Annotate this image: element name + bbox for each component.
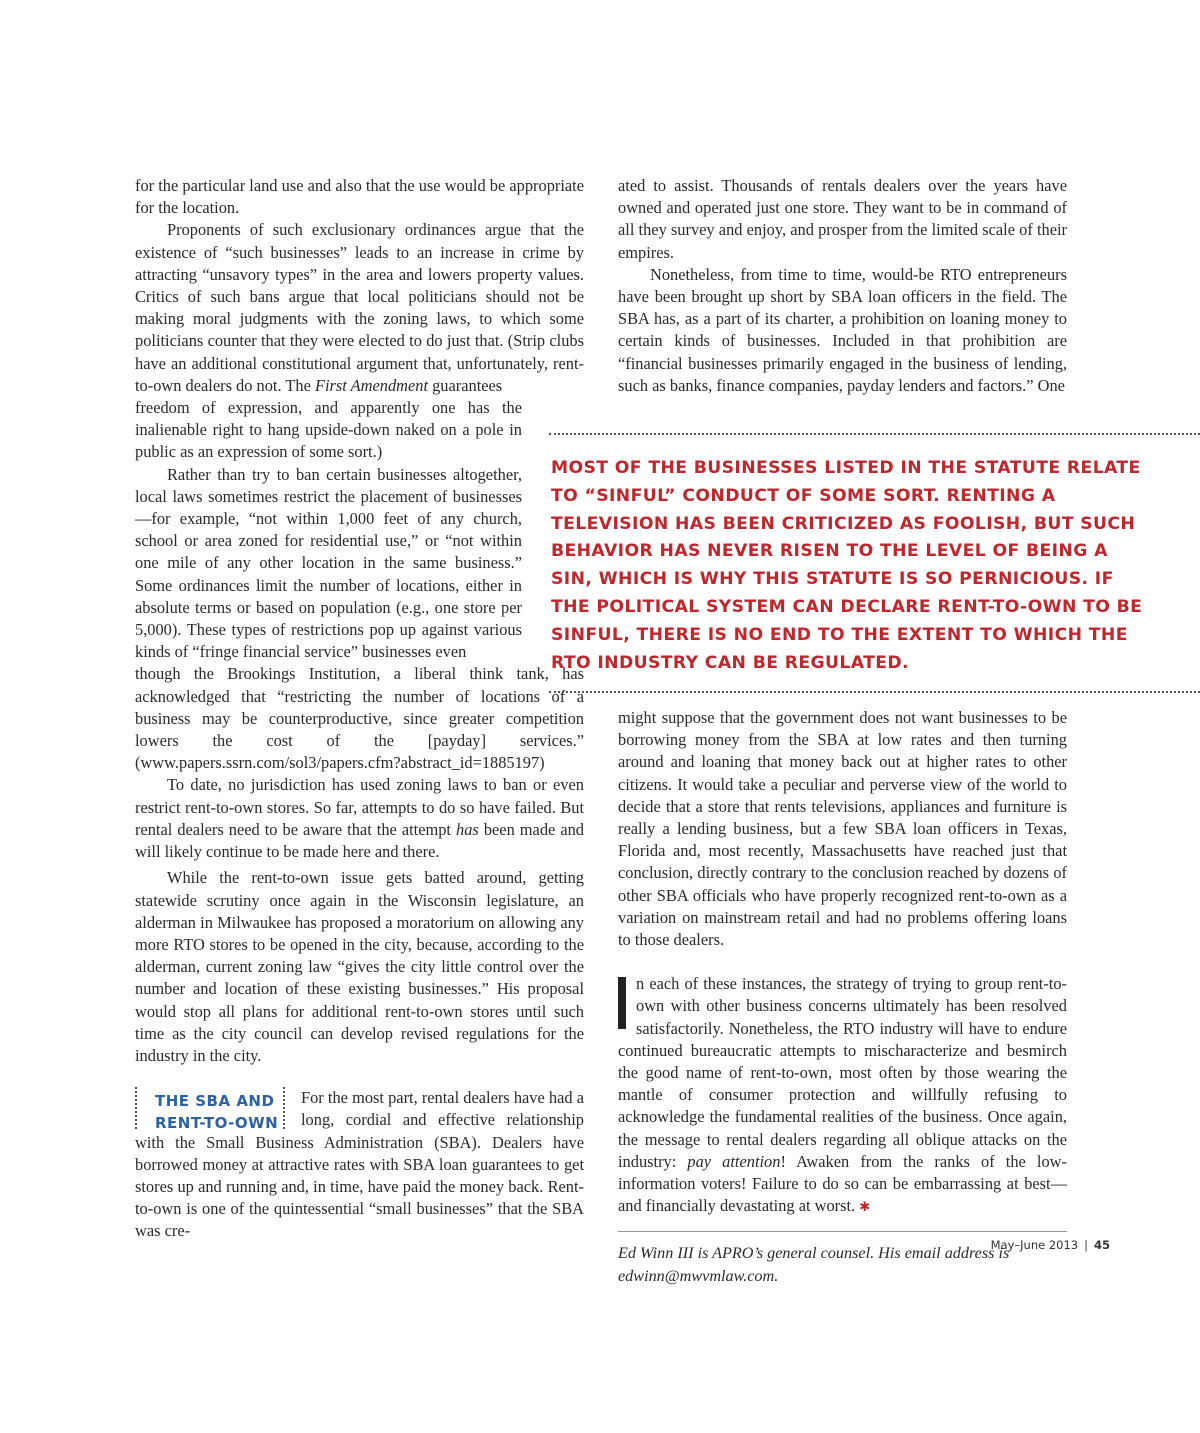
subhead-divider	[283, 1087, 285, 1129]
left-column	[135, 175, 584, 1243]
paragraph-text: Proponents of such exclusionary ordinances argue that the existence of “such businesses” leads to an increase in crime by attracting “unsavory types” in the area and lowers property values. Critics of such bans argue that local politicians should not be making moral judgments with the zoning laws, to which some politicians counter that they were elected to do just that. (Strip clubs have an additional constitutional argument that, unfortunately, rent-to-own dealers do not. The	[135, 220, 584, 395]
subhead-divider	[135, 1087, 137, 1129]
right-column-bottom	[618, 707, 1067, 1288]
paragraph-text: guarantees	[428, 375, 503, 395]
pull-quote-block	[549, 425, 1200, 697]
end-mark-icon: ✱	[859, 1200, 871, 1216]
paragraph	[135, 219, 584, 397]
issue-date: May–June 2013	[990, 1238, 1079, 1252]
subhead-line-1: THE SBA AND	[155, 1092, 275, 1111]
spacer	[618, 951, 1067, 973]
author-email: edwinn@mwvmlaw.com.	[618, 1267, 779, 1286]
page-footer	[991, 1238, 1110, 1252]
bio-divider	[618, 1231, 1067, 1232]
emphasis: pay attention	[687, 1151, 781, 1171]
paragraph-text: n each of these instances, the strategy of trying to group rent-to-own with other business concerns ultimately has been resolved satisfactorily. Nonetheless, the RTO industry will have to endure continued bureaucratic attempts to mischaracterize and besmirch the good name of rent-to-own, most often by those wearing the mantle of consumer protection and willfully refusing to acknowledge the fundamental realities of the business. Once again, the message to rental dealers regarding all oblique attacks on the industry:	[618, 974, 1067, 1171]
paragraph	[618, 973, 1067, 1219]
footer-separator: |	[1084, 1238, 1088, 1252]
dotted-rule-top	[549, 433, 1200, 435]
paragraph-narrow: Rather than try to ban certain businesses altogether, local laws sometimes restrict the placement of businesses—for example, “not within 1,000 feet of any church, school or area zoned for residential use,” or “not within one mile of any other location in the same business.” Some ordinances limit the number of locations, either in absolute terms or based on population (e.g., one store per 5,000). These types of restrictions pop up against various kinds of “fringe financial service” businesses even	[135, 464, 522, 662]
spacer	[135, 1067, 584, 1087]
right-column-top	[618, 175, 1067, 397]
paragraph: While the rent-to-own issue gets batted around, getting statewide scrutiny once again in the Wisconsin legislature, an alderman in Milwaukee has proposed a moratorium on allowing any more RTO stores to be opened in the city, because, according to the alderman, current zoning law “gives the city little control over the number and location of these existing businesses.” His proposal would stop all plans for additional rent-to-own stores until such time as the city council can develop revised regulations for the industry in the city.	[135, 868, 584, 1065]
paragraph: might suppose that the government does not want businesses to be borrowing money from the SBA at low rates and then turning around and loaning that money back out at higher rates to other citizens. It would take a peculiar and perverse view of the world to decide that a store that rents televisions, appliances and furniture is really a lending business, but a few SBA loan officers in Texas, Florida and, most recently, Massachusetts have reached just that conclusion, directly contrary to the conclusion reached by dozens of other SBA officials who have properly recognized rent-to-own as a variation on mainstream retail and had no problems offering loans to those dealers.	[618, 708, 1067, 950]
section-subhead	[135, 1087, 297, 1133]
paragraph: though the Brookings Institution, a liberal think tank, has acknowledged that “restricting the number of locations of a business may be counterproductive, since greater competition lowers the cost of the [payday] services.” (www.papers.ssrn.com/sol3/papers.cfm?abstract_id=1885197)	[135, 664, 584, 773]
paragraph-text: To date, no jurisdiction has used zoning laws to ban or even restrict rent-to-own stores. So far, attempts to do so have failed. But rental dealers need to be aware that the attempt	[135, 775, 584, 839]
paragraph: Nonetheless, from time to time, would-be RTO entrepreneurs have been brought up short by SBA loan officers in the field. The SBA has, as a part of its charter, a prohibition on loaning money to certain kinds of businesses. Included in that prohibition are “financial businesses primarily engaged in the business of lending, such as banks, finance companies, payday lenders and factors.” One	[618, 264, 1067, 395]
pull-quote: MOST OF THE BUSINESSES LISTED IN THE STATUTE RELATE TO “SINFUL” CONDUCT OF SOME SORT. RENTING A TELEVISION HAS BEEN CRITICIZED AS FOOLISH, BUT SUCH BEHAVIOR HAS NEVER RISEN TO THE LEVEL OF BEING A SIN, WHICH IS WHY THIS STATUTE IS SO PERNICIOUS. IF THE POLITICAL SYSTEM CAN DECLARE RENT-TO-OWN TO BE SINFUL, THERE IS NO END TO THE EXTENT TO WHICH THE RTO INDUSTRY CAN BE REGULATED.	[551, 458, 1143, 673]
paragraph: For the most part, rental dealers have had a long, cordial and effective relationship with the Small Business Administration (SBA). Dealers have borrowed money at attractive rates with SBA loan guarantees to get stores up and running and, in time, have paid the money back. Rent-to-own is one of the quintessential “small businesses” that the SBA was cre-	[135, 1088, 584, 1241]
emphasis: has	[456, 819, 479, 839]
paragraph-text: ! Awaken from the ranks of the low-information voters! Failure to do so can be embarrassing at best—and financially devastating at worst.	[618, 1151, 1067, 1216]
author-bio-text: Ed Winn III is APRO’s general counsel. His email address is	[618, 1244, 1010, 1263]
drop-cap-bar	[618, 977, 626, 1029]
paragraph: for the particular land use and also that the use would be appropriate for the location.	[135, 176, 584, 218]
paragraph-text: been made and will likely continue to be made here and there.	[135, 819, 584, 862]
paragraph	[135, 774, 584, 863]
subhead-line-2: RENT-TO-OWN	[155, 1114, 279, 1133]
dotted-rule-bottom	[549, 691, 1200, 693]
paragraph: ated to assist. Thousands of rentals dealers over the years have owned and operated just one store. They want to be in command of all they survey and enjoy, and prosper from the limited scale of their empires.	[618, 176, 1067, 262]
emphasis: First Amendment	[314, 375, 429, 395]
paragraph-narrow: freedom of expression, and apparently one has the inalienable right to hang upside-down naked on a pole in public as an expression of some sort.)	[135, 398, 522, 462]
page-number: 45	[1093, 1238, 1110, 1252]
